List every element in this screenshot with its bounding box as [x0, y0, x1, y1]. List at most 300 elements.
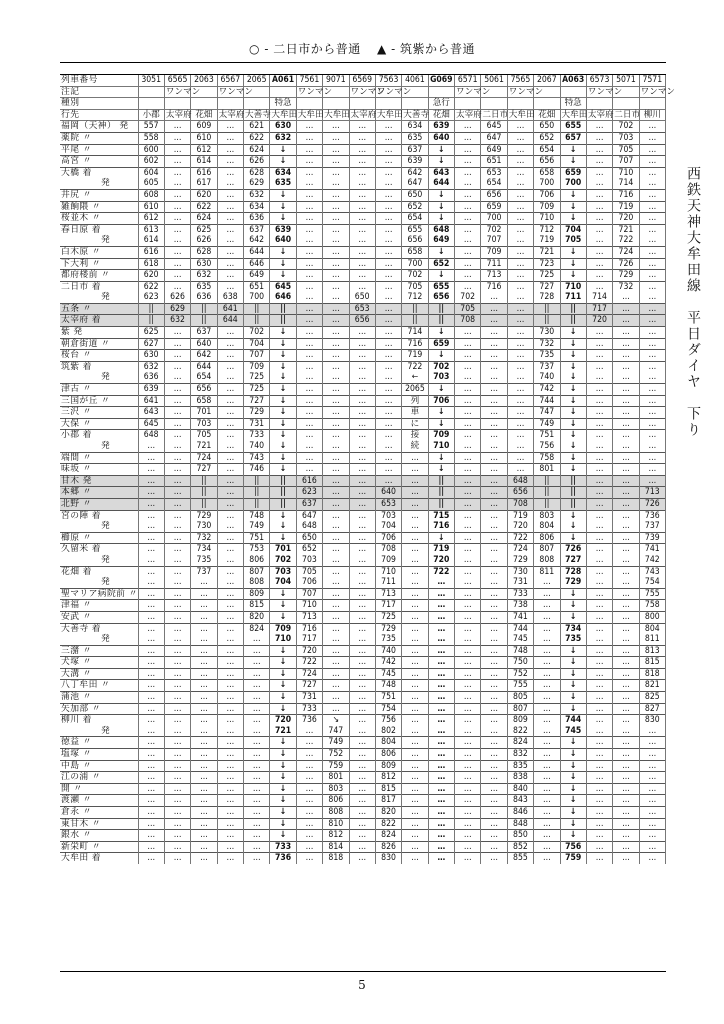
table-row-cell: …	[296, 246, 322, 258]
table-row	[60, 623, 666, 634]
table-row-cell: …	[164, 258, 190, 270]
table-row-cell: ↓	[560, 692, 586, 704]
table-row-cell: 808	[534, 555, 560, 566]
table-row-cell: …	[349, 668, 375, 680]
table-row	[60, 121, 666, 133]
table-row-cell: …	[164, 144, 190, 156]
table-row-cell: 639	[270, 224, 296, 235]
table-row	[60, 830, 666, 842]
table-row-cell: 719	[534, 235, 560, 246]
table-row-cell: …	[639, 327, 665, 339]
table-row-cell: …	[349, 566, 375, 577]
row-note-cell: ワンマン	[456, 86, 491, 97]
table-row-cell: …	[586, 818, 612, 830]
table-row-cell: …	[349, 645, 375, 657]
row-kind-cell	[402, 98, 428, 110]
table-row-cell: 604	[138, 167, 164, 178]
table-row-cell: …	[613, 361, 639, 372]
table-row-cell: ↓	[270, 338, 296, 350]
table-row-cell: …	[217, 853, 243, 864]
table-row-cell: 809	[507, 715, 533, 726]
table-row-cell: …	[217, 657, 243, 669]
table-row-cell: …	[613, 634, 639, 645]
table-row-cell: ↓	[560, 395, 586, 407]
table-row-cell: 731	[296, 692, 322, 704]
table-row	[60, 783, 666, 795]
table-row-label: 発	[60, 235, 138, 246]
table-row-cell: …	[481, 566, 507, 577]
table-row-cell: ↓	[560, 213, 586, 225]
table-row-cell: …	[349, 634, 375, 645]
table-row-cell: …	[402, 668, 428, 680]
table-row-cell: ↓	[560, 441, 586, 452]
table-row-cell: …	[613, 521, 639, 532]
table-row-cell: …	[191, 737, 217, 749]
table-row-cell: …	[296, 430, 322, 441]
table-row-cell: …	[164, 566, 190, 577]
table-row-cell: …	[323, 703, 349, 715]
row-dest-cell: 花畑	[534, 109, 560, 121]
row-dest-cell: 大牟田	[297, 109, 324, 120]
table-row-cell: 656	[507, 487, 533, 499]
table-row-cell: …	[613, 544, 639, 555]
table-row-cell: …	[481, 338, 507, 350]
table-row-cell: 807	[507, 703, 533, 715]
table-row-cell: 724	[191, 452, 217, 464]
table-row-cell: …	[217, 703, 243, 715]
table-row-cell: …	[191, 830, 217, 842]
table-row-cell: 710	[613, 167, 639, 178]
table-row-cell: 815	[639, 657, 665, 669]
table-row-cell: …	[323, 498, 349, 510]
table-row-cell: …	[164, 178, 190, 189]
table-row-cell: …	[349, 818, 375, 830]
table-row-cell: …	[164, 498, 190, 510]
row-kind	[60, 98, 666, 110]
table-row	[60, 361, 666, 372]
table-row-cell: ||	[244, 475, 270, 487]
table-row-cell: …	[349, 611, 375, 623]
table-row-cell: ||	[191, 498, 217, 510]
table-row-cell: …	[507, 441, 533, 452]
table-row-label: 大溝 〃	[60, 668, 138, 680]
table-row	[60, 144, 666, 156]
table-row-cell: 655	[402, 224, 428, 235]
table-row-cell: ↓	[270, 588, 296, 600]
table-row-cell: …	[613, 292, 639, 303]
table-row-cell: …	[349, 144, 375, 156]
table-row-cell: 706	[375, 532, 401, 544]
table-row-cell: ↓	[428, 418, 454, 430]
table-row-label: 白木原 〃	[60, 246, 138, 258]
table-row-cell: ↓	[560, 760, 586, 772]
table-row-cell: 752	[507, 668, 533, 680]
table-row-cell: …	[402, 841, 428, 853]
row-train-no-label: 列車番号	[60, 75, 138, 86]
table-row	[60, 201, 666, 213]
table-row-cell: …	[455, 246, 481, 258]
table-row-cell: ↓	[270, 749, 296, 761]
table-row-cell: …	[402, 703, 428, 715]
table-row-cell: …	[164, 680, 190, 692]
table-row-cell: …	[639, 830, 665, 842]
table-row-cell: …	[323, 338, 349, 350]
table-row-cell: 803	[534, 510, 560, 521]
table-row-cell: …	[402, 715, 428, 726]
table-row-cell: 751	[534, 430, 560, 441]
table-row-cell: …	[164, 668, 190, 680]
table-row	[60, 418, 666, 430]
table-row-cell: …	[586, 441, 612, 452]
table-row-cell: …	[455, 680, 481, 692]
table-row-cell: …	[481, 544, 507, 555]
table-row-cell: 636	[191, 292, 217, 303]
row-dest-cell: 太宰府	[456, 109, 482, 120]
table-row-cell: …	[534, 795, 560, 807]
row-dest-cell: 大牟田	[271, 109, 298, 120]
table-row-cell: 635	[191, 281, 217, 292]
table-row-cell: 710	[296, 600, 322, 612]
table-row-cell: 714	[586, 292, 612, 303]
table-row-cell: …	[586, 510, 612, 521]
table-row-cell: 852	[507, 841, 533, 853]
table-row-cell: …	[639, 464, 665, 476]
table-row-label: 蒲池 〃	[60, 692, 138, 704]
table-row-cell: 804	[639, 623, 665, 634]
table-row-cell: …	[402, 657, 428, 669]
table-row-cell: …	[455, 600, 481, 612]
table-row-cell: …	[323, 270, 349, 282]
table-row-cell: …	[586, 680, 612, 692]
table-row-cell: 759	[323, 760, 349, 772]
table-row-cell: …	[639, 726, 665, 737]
table-row-cell: ||	[270, 498, 296, 510]
table-row-cell: …	[164, 600, 190, 612]
table-row-cell: …	[296, 235, 322, 246]
table-row-cell: 709	[375, 555, 401, 566]
table-row-cell: …	[323, 235, 349, 246]
table-row-cell: …	[639, 132, 665, 144]
table-row-cell: 727	[191, 464, 217, 476]
row-train-no-cell: 2065	[244, 75, 270, 86]
table-row-cell: ||	[270, 487, 296, 499]
table-row-cell: …	[349, 156, 375, 168]
table-row-cell: …	[481, 818, 507, 830]
table-row-cell: …	[349, 338, 375, 350]
row-train-no-cell: 7571	[639, 75, 665, 86]
table-row-cell: 709	[534, 201, 560, 213]
table-row-cell: …	[138, 715, 164, 726]
table-row-cell: …	[534, 634, 560, 645]
table-row-cell: …	[164, 760, 190, 772]
table-row-cell: …	[296, 853, 322, 864]
table-row-cell: 630	[138, 350, 164, 362]
table-row-cell: …	[323, 634, 349, 645]
table-row-cell: …	[217, 544, 243, 555]
table-row-label: 小郡 着	[60, 430, 138, 441]
table-row-cell: …	[217, 361, 243, 372]
table-row-cell: 602	[138, 156, 164, 168]
table-row-cell: …	[428, 703, 454, 715]
table-row-label: 津古 〃	[60, 384, 138, 396]
table-row-cell: 624	[244, 144, 270, 156]
table-row-cell: …	[481, 703, 507, 715]
table-row-cell: …	[217, 487, 243, 499]
table-row-cell: …	[138, 645, 164, 657]
table-row	[60, 634, 666, 645]
table-row-cell: 713	[296, 611, 322, 623]
table-row-cell: ↓	[270, 703, 296, 715]
table-row-cell: 614	[138, 235, 164, 246]
table-row-cell: …	[296, 144, 322, 156]
table-row-cell: …	[375, 441, 401, 452]
row-note-cell: ワンマン	[218, 86, 254, 97]
table-row-cell: …	[296, 224, 322, 235]
table-row-cell: 652	[402, 201, 428, 213]
table-row-cell: 628	[244, 167, 270, 178]
table-row	[60, 281, 666, 292]
timetable	[60, 74, 676, 972]
table-row-cell: …	[375, 201, 401, 213]
table-row-cell: …	[323, 588, 349, 600]
table-row-cell: …	[138, 532, 164, 544]
table-row-cell: 818	[323, 853, 349, 864]
row-note	[60, 86, 666, 98]
table-row-cell: 656	[349, 315, 375, 327]
table-row-cell: 706	[296, 577, 322, 588]
table-row-cell: 636	[138, 372, 164, 383]
row-train-no-cell: 6573	[586, 75, 612, 86]
table-row-cell: …	[586, 634, 612, 645]
table-row-cell: ||	[560, 475, 586, 487]
table-row-cell: …	[481, 600, 507, 612]
table-row-cell: ↓	[560, 464, 586, 476]
table-row-cell: ↓	[270, 807, 296, 819]
table-row-cell: …	[507, 235, 533, 246]
table-row-cell: …	[534, 668, 560, 680]
table-row-cell: ↓	[560, 772, 586, 784]
table-row-cell: …	[244, 760, 270, 772]
table-row-cell: …	[296, 167, 322, 178]
table-row	[60, 521, 666, 532]
table-row-cell: 725	[534, 270, 560, 282]
row-note-cell: ワンマン	[587, 86, 623, 97]
table-row-cell: …	[164, 270, 190, 282]
row-dest-cell: 柳川	[639, 109, 665, 121]
table-row-cell: 749	[534, 418, 560, 430]
table-row-cell: 749	[323, 737, 349, 749]
table-row-cell: 815	[375, 783, 401, 795]
table-row-cell: …	[402, 588, 428, 600]
table-row-cell: …	[217, 715, 243, 726]
table-row-cell: …	[349, 178, 375, 189]
table-row-cell: …	[402, 544, 428, 555]
table-row-cell: …	[296, 807, 322, 819]
table-row-cell: …	[138, 692, 164, 704]
table-row-cell: …	[191, 760, 217, 772]
table-row-cell: 647	[481, 132, 507, 144]
table-row-label: 犬塚 〃	[60, 657, 138, 669]
table-row-cell: 707	[244, 350, 270, 362]
table-row-cell: 754	[375, 703, 401, 715]
table-row-label: 江の浦 〃	[60, 772, 138, 784]
table-row-label: 三国が丘 〃	[60, 395, 138, 407]
table-row-cell: 650	[534, 121, 560, 133]
table-row-cell: 608	[138, 189, 164, 201]
table-row-cell: …	[296, 395, 322, 407]
table-row-cell: …	[349, 270, 375, 282]
table-row-cell: …	[507, 156, 533, 168]
table-row-cell: …	[138, 795, 164, 807]
row-kind-cell	[534, 98, 560, 110]
table-row-cell: …	[375, 350, 401, 362]
table-row-cell: ||	[191, 315, 217, 327]
table-row-cell: 653	[349, 303, 375, 315]
table-row-cell: …	[191, 853, 217, 864]
table-row-cell: …	[534, 783, 560, 795]
table-row-cell: …	[217, 418, 243, 430]
table-row-cell: …	[375, 178, 401, 189]
table-row-cell: …	[349, 841, 375, 853]
table-row-cell: …	[507, 281, 533, 292]
table-row-cell: 733	[244, 430, 270, 441]
table-row-cell: 709	[270, 623, 296, 634]
table-row-cell: …	[639, 258, 665, 270]
table-row-cell: …	[138, 623, 164, 634]
table-row-cell: …	[375, 224, 401, 235]
table-row-cell: 626	[164, 292, 190, 303]
row-kind-label: 種別	[60, 98, 138, 110]
table-row-cell: 848	[507, 818, 533, 830]
table-row-cell: …	[507, 224, 533, 235]
table-row-cell: …	[586, 407, 612, 419]
table-row-cell: …	[613, 418, 639, 430]
table-row-cell: 705	[455, 303, 481, 315]
table-row-cell: 700	[560, 178, 586, 189]
table-row-cell: 643	[428, 167, 454, 178]
row-kind-cell	[164, 98, 190, 110]
table-row-cell: 726	[560, 544, 586, 555]
table-row-cell: 750	[507, 657, 533, 669]
table-row-cell: ||	[244, 315, 270, 327]
table-row-cell: …	[639, 315, 665, 327]
table-row-cell: …	[323, 327, 349, 339]
table-row-cell: ↓	[428, 407, 454, 419]
table-row-cell: …	[613, 350, 639, 362]
table-row-cell: …	[349, 224, 375, 235]
table-row-label: 塩塚 〃	[60, 749, 138, 761]
table-row-cell: ↓	[560, 510, 586, 521]
table-row-cell: …	[455, 623, 481, 634]
table-row-label: 甘木 発	[60, 475, 138, 487]
table-row	[60, 795, 666, 807]
table-row-cell: …	[639, 350, 665, 362]
table-row-cell: 729	[507, 555, 533, 566]
table-row-cell: …	[296, 772, 322, 784]
table-row-cell: …	[507, 350, 533, 362]
table-row-cell: …	[428, 692, 454, 704]
table-row-cell: 702	[270, 555, 296, 566]
table-row-cell: 743	[244, 452, 270, 464]
table-row-cell: ||	[560, 487, 586, 499]
table-row-cell: 612	[138, 213, 164, 225]
row-kind-cell	[138, 98, 164, 110]
table-row-cell: …	[455, 577, 481, 588]
row-train-no-cell: 6569	[349, 75, 375, 86]
table-row-cell: …	[613, 680, 639, 692]
table-row-cell: 803	[323, 783, 349, 795]
table-row-cell: 824	[375, 830, 401, 842]
table-row	[60, 464, 666, 476]
table-row-cell: 637	[402, 144, 428, 156]
table-row-cell: …	[428, 715, 454, 726]
table-row-cell: 705	[613, 144, 639, 156]
table-row-label: 東甘木 〃	[60, 818, 138, 830]
table-row-cell: 807	[244, 566, 270, 577]
table-row-cell: に	[402, 418, 428, 430]
table-row-cell: …	[323, 350, 349, 362]
table-row-cell: …	[375, 213, 401, 225]
table-row-cell: …	[455, 487, 481, 499]
table-row-label: 大保 〃	[60, 418, 138, 430]
table-row-cell: ↓	[560, 452, 586, 464]
table-row-cell: 746	[244, 464, 270, 476]
table-row-cell: 641	[217, 303, 243, 315]
table-row-label: 櫛原 〃	[60, 532, 138, 544]
table-row-cell: …	[639, 395, 665, 407]
table-row-cell: …	[586, 430, 612, 441]
table-row-cell: …	[639, 281, 665, 292]
table-row-cell: ↓	[560, 361, 586, 372]
table-row	[60, 566, 666, 577]
table-row-cell: …	[375, 430, 401, 441]
table-row-cell: …	[455, 224, 481, 235]
table-row-cell: …	[323, 167, 349, 178]
table-row-cell: 744	[534, 395, 560, 407]
table-row-cell: …	[613, 498, 639, 510]
table-row-cell: …	[164, 715, 190, 726]
table-row-cell: 616	[138, 246, 164, 258]
line-title: 西鉄天神大牟田線 平日ダイヤ 下り	[685, 166, 701, 438]
table-row-label: 味坂 〃	[60, 464, 138, 476]
table-row-label: 雑餉隈 〃	[60, 201, 138, 213]
table-row-cell: …	[349, 246, 375, 258]
table-row-cell: …	[323, 657, 349, 669]
table-row-cell: 710	[270, 634, 296, 645]
table-row-cell: …	[191, 795, 217, 807]
table-row-cell: ||	[428, 475, 454, 487]
table-row-cell: …	[217, 668, 243, 680]
row-dest-cell: 大善寺	[245, 109, 271, 120]
table-row-cell: 711	[560, 292, 586, 303]
table-row-cell: …	[296, 315, 322, 327]
table-row-cell: 808	[244, 577, 270, 588]
table-row-cell: …	[534, 577, 560, 588]
table-row-cell: …	[455, 338, 481, 350]
table-row-cell: 610	[138, 201, 164, 213]
table-row-cell: …	[323, 292, 349, 303]
table-row-cell: 745	[560, 726, 586, 737]
table-row-cell: …	[296, 737, 322, 749]
table-row-cell: 656	[534, 156, 560, 168]
table-row-cell: 624	[191, 213, 217, 225]
table-row-cell: …	[164, 510, 190, 521]
table-row-cell: …	[138, 555, 164, 566]
table-row-cell: …	[296, 407, 322, 419]
table-row-cell: …	[455, 327, 481, 339]
table-row-cell: …	[164, 588, 190, 600]
table-row-cell: …	[586, 498, 612, 510]
